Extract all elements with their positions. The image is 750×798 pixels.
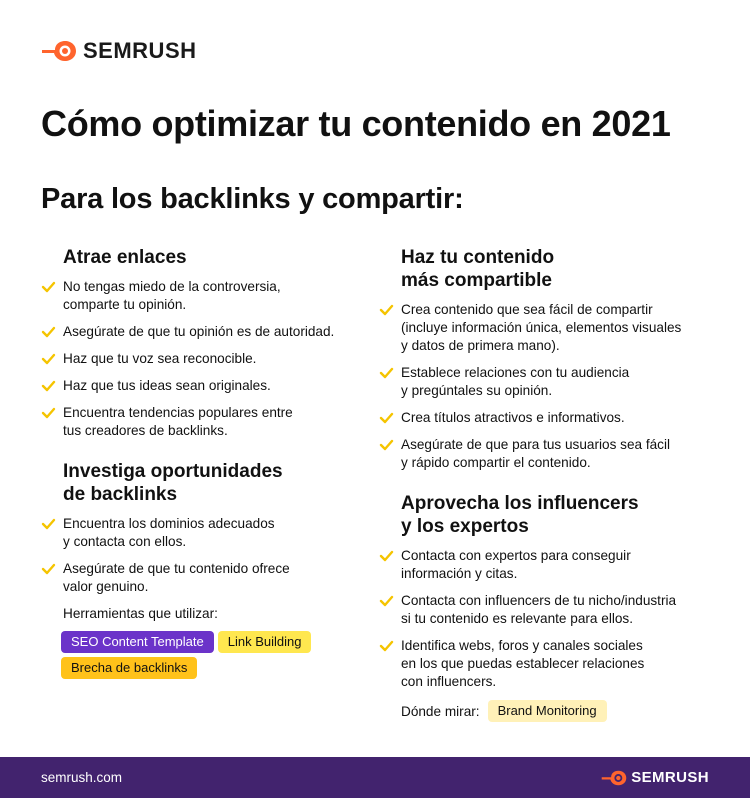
check-icon [379,436,401,454]
footer-bar [0,757,750,798]
left-column [41,246,361,679]
where-to-look [379,700,719,722]
tag-seo-content-template[interactable]: SEO Content Template [61,631,214,653]
tag-brand-monitoring[interactable]: Brand Monitoring [488,700,607,722]
list-item-text: Identifica webs, foros y canales sociales en los que puedas establecer relaciones con influencers. [401,638,645,689]
check-icon [379,592,401,610]
check-icon [41,278,63,296]
right-column [379,246,719,722]
list-item [41,404,361,440]
page-title: Cómo optimizar tu contenido en 2021 [41,103,671,144]
page-subtitle: Para los backlinks y compartir: [41,183,464,215]
list-item-text: Asegúrate de que para tus usuarios sea fácil y rápido compartir el contenido. [401,437,671,470]
semrush-logo-text: SEMRUSH [83,38,197,63]
tag-brecha-de-backlinks[interactable]: Brecha de backlinks [61,657,197,679]
list-item-text: Contacta con influencers de tu nicho/industria si tu contenido es relevante para ellos. [401,593,677,626]
section-title: Investiga oportunidades de backlinks [63,461,283,505]
where-label: Dónde mirar: [401,703,480,719]
list-item-text: Encuentra tendencias populares entre tus creadores de backlinks. [63,405,293,438]
list-item [41,377,361,395]
list-item [379,301,719,355]
list-item [41,323,361,341]
list-item [379,364,719,400]
check-icon [41,350,63,368]
list-item-text: Haz que tu voz sea reconocible. [63,351,257,366]
section-title: Haz tu contenido más compartible [401,247,555,291]
semrush-flame-icon [601,770,627,786]
check-icon [41,323,63,341]
list-item [379,547,719,583]
section-influencers-expertos [379,492,719,722]
list-item [41,515,361,551]
section-atrae-enlaces [41,246,361,440]
semrush-flame-icon [41,40,77,62]
list-item-text: Asegúrate de que tu opinión es de autoridad. [63,324,335,339]
check-icon [41,515,63,533]
check-icon [379,364,401,382]
check-icon [379,637,401,655]
semrush-logo [41,38,197,64]
list-item-text: Encuentra los dominios adecuados y contacta con ellos. [63,516,275,549]
section-investiga-oportunidades [41,460,361,679]
section-title: Aprovecha los influencers y los expertos [401,493,639,537]
footer-url[interactable]: semrush.com [41,770,123,785]
check-icon [379,409,401,427]
footer-logo-text: SEMRUSH [631,769,709,786]
check-icon [41,377,63,395]
list-item-text: Contacta con expertos para conseguir información y citas. [401,548,631,581]
list-item [379,637,719,691]
tag-link-building[interactable]: Link Building [218,631,312,653]
list-item-text: Crea títulos atractivos e informativos. [401,410,625,425]
section-title: Atrae enlaces [63,247,187,268]
list-item [41,350,361,368]
list-item [379,409,719,427]
list-item-text: Haz que tus ideas sean originales. [63,378,271,393]
section-contenido-compartible [379,246,719,472]
tools-label: Herramientas que utilizar: [63,606,218,621]
list-item-text: Crea contenido que sea fácil de compartir (incluye información única, elementos visuales y datos de primera mano). [401,302,682,353]
check-icon [41,560,63,578]
list-item [379,592,719,628]
list-item [41,278,361,314]
tool-tags [41,631,341,679]
list-item-text: Asegúrate de que tu contenido ofrece valor genuino. [63,561,290,594]
check-icon [379,301,401,319]
list-item [379,436,719,472]
list-item-text: No tengas miedo de la controversia, comparte tu opinión. [63,279,281,312]
list-item [41,560,361,596]
check-icon [379,547,401,565]
check-icon [41,404,63,422]
footer-logo [601,769,709,786]
list-item-text: Establece relaciones con tu audiencia y pregúntales su opinión. [401,365,630,398]
